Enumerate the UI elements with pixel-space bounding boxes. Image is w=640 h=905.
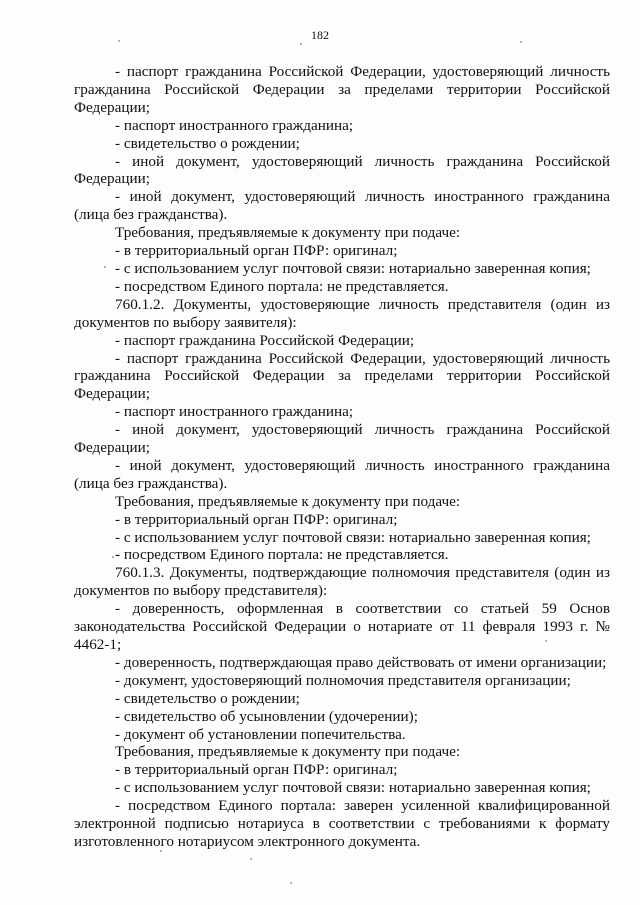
list-item-foreign-passport: - паспорт иностранного гражданина;	[115, 403, 354, 421]
requirements-heading: Требования, предъявляемые к документу при подаче:	[115, 492, 461, 510]
requirement-pfr: - в территориальный орган ПФР: оригинал;	[115, 510, 398, 528]
scan-speck	[112, 556, 114, 558]
requirement-post: - с использованием услуг почтовой связи: нотариально заверенная копия;	[115, 779, 591, 797]
scan-speck	[520, 41, 522, 43]
requirement-post: - с использованием услуг почтовой связи: нотариально заверенная копия;	[115, 259, 591, 277]
list-item-other-id-foreigner: - иной документ, удостоверяющий личность иностранного гражданина (лица без гражданства).	[74, 188, 610, 224]
requirement-post: - с использованием услуг почтовой связи: нотариально заверенная копия;	[115, 528, 591, 546]
section-760-1-2: 760.1.2. Документы, удостоверяющие личность представителя (один из документов по выбору заявителя):	[74, 295, 610, 331]
list-item-passport-rf: - паспорт гражданина Российской Федерации;	[115, 331, 415, 349]
requirement-portal-signature: - посредством Единого портала: заверен усиленной квалифицированной электронной подписью нотариуса в соответствии с требованиями к формату изготовленного нотариусом электронного документа.	[74, 797, 610, 850]
list-item-foreign-passport: - паспорт иностранного гражданина;	[115, 116, 354, 134]
list-item-other-id-citizen: - иной документ, удостоверяющий личность гражданина Российской Федерации;	[74, 152, 610, 188]
list-item-birth-certificate: - свидетельство о рождении;	[115, 689, 300, 707]
requirements-heading: Требования, предъявляемые к документу при подаче:	[115, 743, 461, 761]
list-item-birth-certificate: - свидетельство о рождении;	[115, 134, 300, 152]
list-item-passport-abroad: - паспорт гражданина Российской Федерации, удостоверяющий личность гражданина Российской Федерации за пределами территории Российской Федерации;	[74, 63, 610, 116]
page-number: 182	[311, 28, 329, 42]
scan-speck	[250, 858, 252, 860]
requirement-pfr: - в территориальный орган ПФР: оригинал;	[115, 761, 398, 779]
list-item-notarial-power-of-attorney: - доверенность, оформленная в соответствии со статьей 59 Основ законодательства Российской Федерации о нотариате от 11 февраля 1993 г. № 4462-1;	[74, 600, 610, 653]
list-item-passport-abroad: - паспорт гражданина Российской Федерации, удостоверяющий личность гражданина Российской Федерации за пределами территории Российской Федерации;	[74, 349, 610, 403]
scan-speck	[118, 40, 120, 42]
list-item-guardianship-document: - документ об установлении попечительства.	[115, 725, 406, 743]
scan-speck	[300, 43, 302, 45]
scan-speck	[545, 640, 547, 642]
scan-speck	[160, 850, 162, 852]
list-item-other-id-foreigner: - иной документ, удостоверяющий личность иностранного гражданина (лица без гражданства).	[74, 456, 610, 492]
list-item-org-power-of-attorney: - доверенность, подтверждающая право действовать от имени организации;	[115, 653, 607, 671]
scan-speck	[290, 882, 292, 884]
requirement-pfr: - в территориальный орган ПФР: оригинал;	[115, 242, 398, 260]
requirement-portal: - посредством Единого портала: не представляется.	[115, 277, 449, 295]
list-item-org-representative-document: - документ, удостоверяющий полномочия представителя организации;	[115, 671, 571, 689]
document-body	[74, 63, 610, 851]
requirements-heading: Требования, предъявляемые к документу при подаче:	[115, 224, 461, 242]
requirement-portal: - посредством Единого портала: не представляется.	[115, 546, 449, 564]
section-760-1-3: 760.1.3. Документы, подтверждающие полномочия представителя (один из документов по выбору представителя):	[74, 564, 610, 600]
scan-speck	[104, 266, 106, 268]
list-item-other-id-citizen: - иной документ, удостоверяющий личность гражданина Российской Федерации;	[74, 421, 610, 457]
list-item-adoption-certificate: - свидетельство об усыновлении (удочерении);	[115, 707, 418, 725]
